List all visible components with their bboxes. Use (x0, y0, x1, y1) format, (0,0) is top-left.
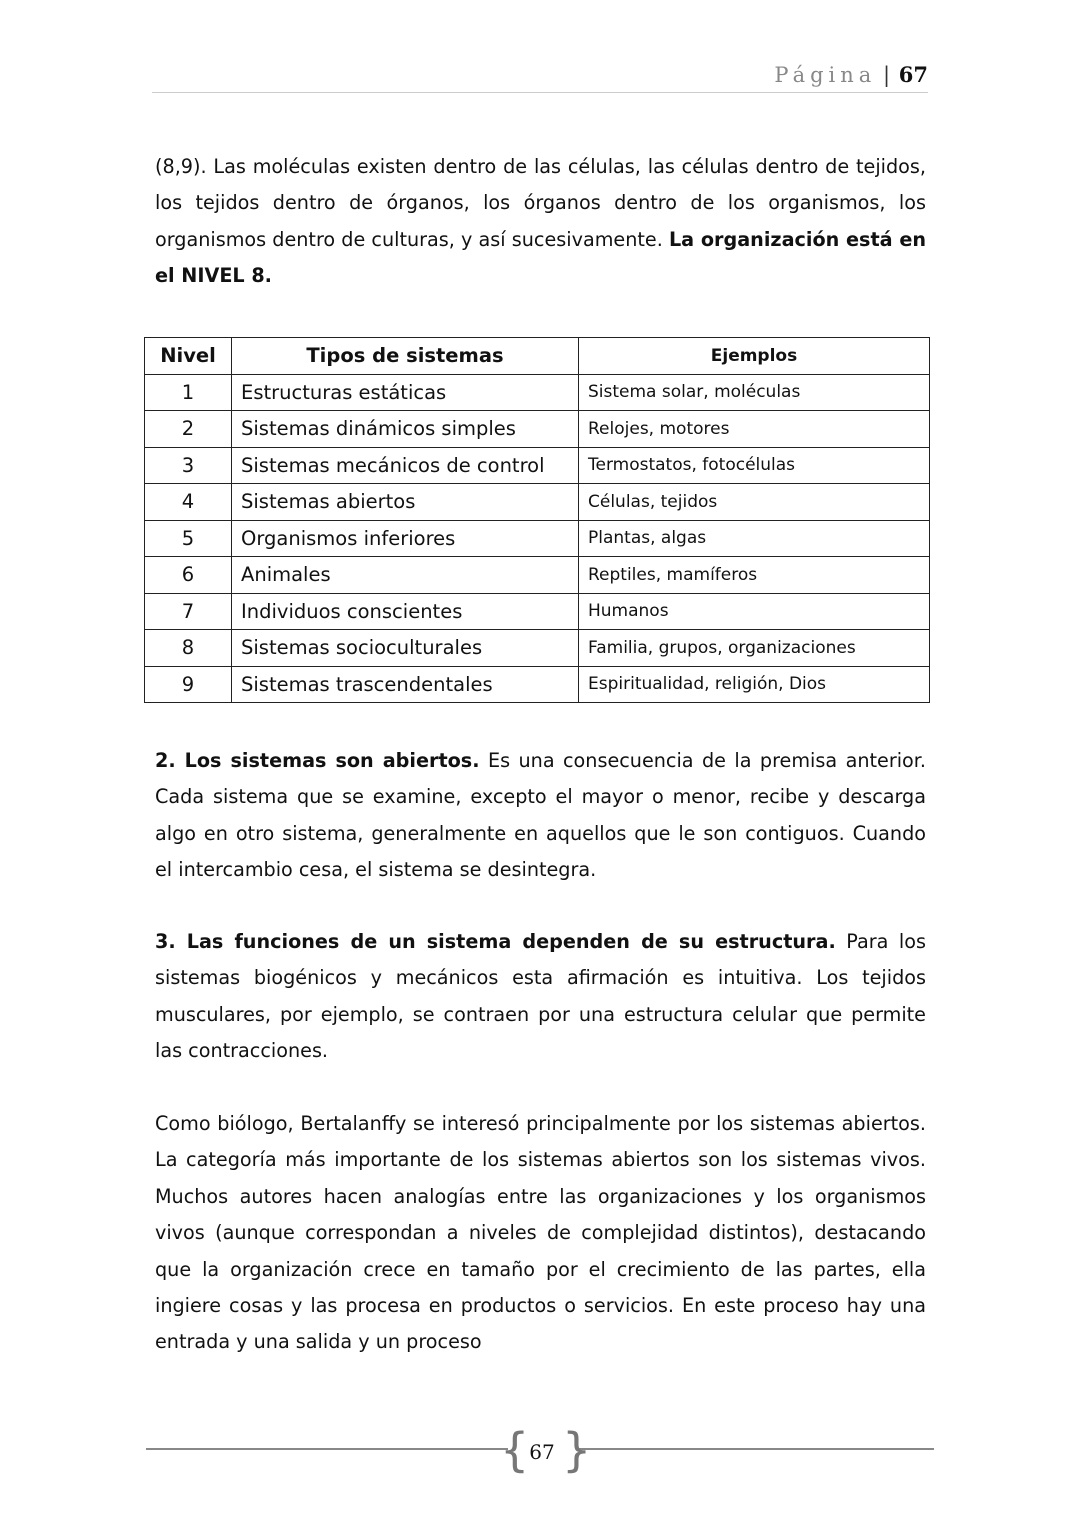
footer-brace-left-icon: { (500, 1423, 530, 1477)
paragraph-bold: 2. Los sistemas son abiertos. (155, 749, 480, 772)
header-tipos: Tipos de sistemas (232, 338, 579, 375)
cell-ejemplo: Termostatos, fotocélulas (579, 447, 930, 484)
cell-ejemplo: Humanos (579, 593, 930, 630)
footer-page-number: 67 (529, 1440, 555, 1464)
header-nivel: Nivel (145, 338, 232, 375)
header-page-number: 67 (898, 62, 928, 87)
paragraph-text: Como biólogo, Bertalanffy se interesó principalmente por los sistemas abiertos. La categoría más importante de los sistemas abiertos son los sistemas vivos. Muchos autores hacen analogías entre las organizaciones y los organismos vivos (aunque correspondan a niveles de complejidad distintos), destacando que la organización crece en tamaño por el crecimiento de las partes, ella ingiere cosas y las procesa en productos o servicios. En este proceso hay una entrada y una salida y un proceso (155, 1112, 926, 1354)
table-row (145, 666, 930, 703)
header-label: Página (774, 63, 877, 87)
header-rule (152, 92, 928, 93)
cell-tipo: Sistemas socioculturales (232, 630, 579, 667)
table-header-row (145, 338, 930, 375)
cell-tipo: Sistemas abiertos (232, 484, 579, 521)
cell-tipo: Estructuras estáticas (232, 374, 579, 411)
footer-rule-right (578, 1448, 934, 1450)
cell-tipo: Animales (232, 557, 579, 594)
paragraph-text: Para los sistemas biogénicos y mecánicos esta afirmación es intuitiva. Los tejidos musculares, por ejemplo, se contraen por una estructura celular que permite las contracciones. (155, 930, 926, 1063)
cell-tipo: Sistemas mecánicos de control (232, 447, 579, 484)
cell-ejemplo: Relojes, motores (579, 411, 930, 448)
cell-ejemplo: Sistema solar, moléculas (579, 374, 930, 411)
table-row (145, 484, 930, 521)
footer-rule-left (146, 1448, 508, 1450)
table-row (145, 557, 930, 594)
cell-nivel: 4 (145, 484, 232, 521)
cell-ejemplo: Plantas, algas (579, 520, 930, 557)
footer-brace-right-icon: } (562, 1423, 592, 1477)
cell-nivel: 6 (145, 557, 232, 594)
cell-tipo: Sistemas trascendentales (232, 666, 579, 703)
cell-ejemplo: Familia, grupos, organizaciones (579, 630, 930, 667)
cell-ejemplo: Reptiles, mamíferos (579, 557, 930, 594)
table-row (145, 374, 930, 411)
paragraph-text: (8,9). Las moléculas existen dentro de las células, las células dentro de tejidos, los tejidos dentro de órganos, los órganos dentro de los organismos, los organismos dentro de culturas, y así sucesivamente. (155, 155, 926, 251)
table-row (145, 593, 930, 630)
cell-tipo: Individuos conscientes (232, 593, 579, 630)
paragraph-levels (155, 149, 926, 295)
systems-levels-table (144, 337, 930, 703)
cell-nivel: 3 (145, 447, 232, 484)
page-header (152, 62, 928, 87)
cell-ejemplo: Células, tejidos (579, 484, 930, 521)
paragraph-functions (155, 924, 926, 1070)
cell-nivel: 1 (145, 374, 232, 411)
cell-nivel: 5 (145, 520, 232, 557)
cell-tipo: Sistemas dinámicos simples (232, 411, 579, 448)
header-ejemplos: Ejemplos (579, 338, 930, 375)
cell-nivel: 8 (145, 630, 232, 667)
cell-nivel: 9 (145, 666, 232, 703)
header-separator: | (883, 63, 891, 87)
cell-ejemplo: Espiritualidad, religión, Dios (579, 666, 930, 703)
paragraph-bold: 3. Las funciones de un sistema dependen de su estructura. (155, 930, 836, 953)
paragraph-bold: La organización está en el NIVEL 8. (155, 227, 926, 288)
table-row (145, 447, 930, 484)
paragraph-text: Es una consecuencia de la premisa anterior. Cada sistema que se examine, excepto el mayor o menor, recibe y descarga algo en otro sistema, generalmente en aquellos que le son contiguos. Cuando el intercambio cesa, el sistema se desintegra. (155, 749, 926, 882)
cell-nivel: 2 (145, 411, 232, 448)
cell-tipo: Organismos inferiores (232, 520, 579, 557)
paragraph-open-systems (155, 743, 926, 889)
table-row (145, 630, 930, 667)
paragraph-bertalanffy (155, 1106, 926, 1361)
cell-nivel: 7 (145, 593, 232, 630)
table-row (145, 520, 930, 557)
table-row (145, 411, 930, 448)
